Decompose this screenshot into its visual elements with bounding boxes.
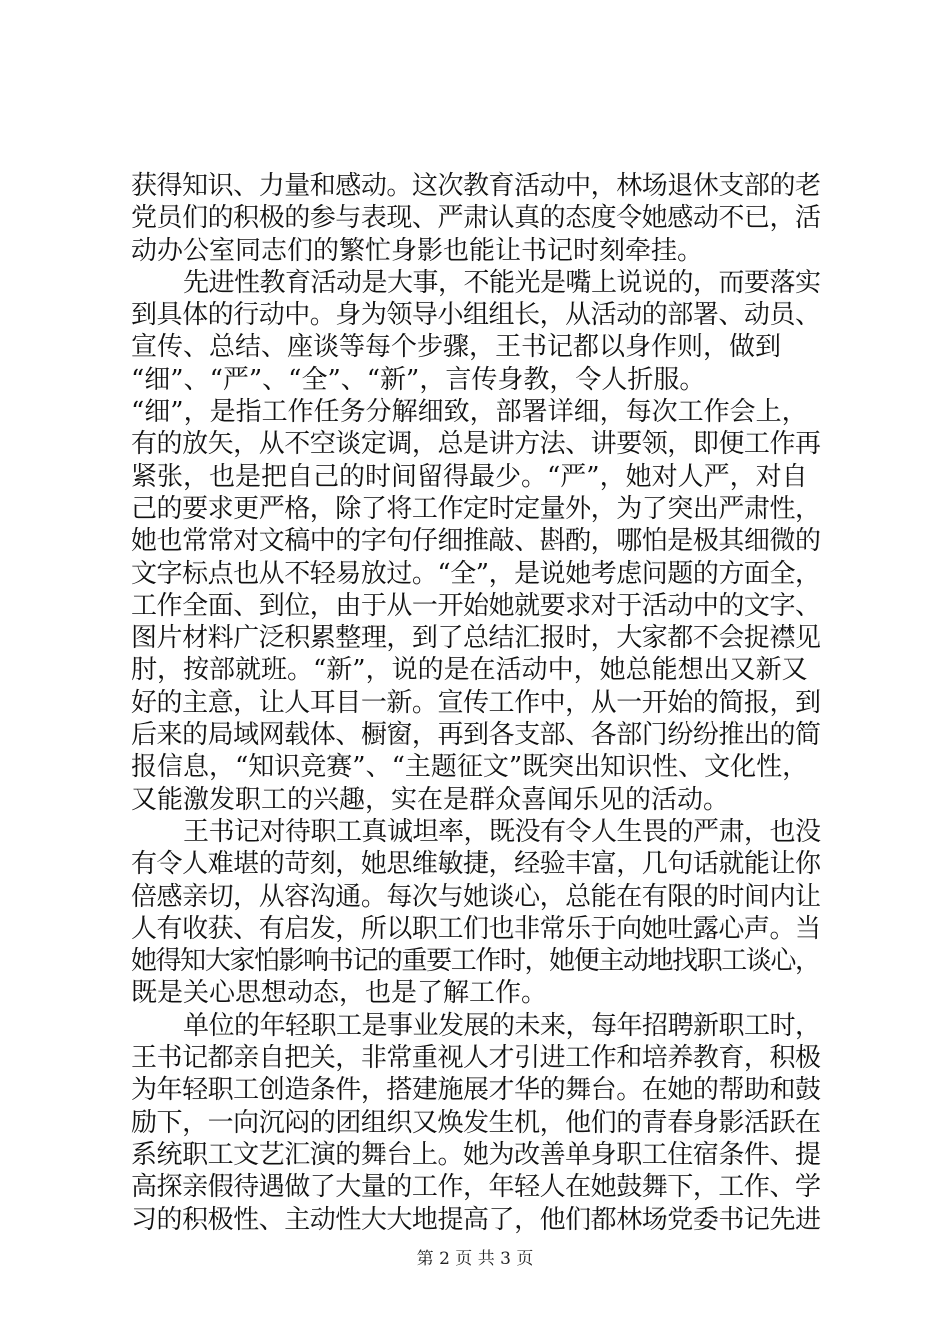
paragraph [131,1010,821,1236]
text-line: 习的积极性、主动性大大地提高了，他们都林场党委书记先进 [131,1204,821,1235]
text-line: 系统职工文艺汇演的舞台上。她为改善单身职工住宿条件、提 [131,1139,821,1170]
text-line: 好的主意，让人耳目一新。宣传工作中，从一开始的简报，到 [131,687,821,718]
text-line: 励下，一向沉闷的团组织又焕发生机，他们的青春身影活跃在 [131,1107,821,1138]
text-line: 肘，按部就班。“新”，说的是在活动中，她总能想出又新又 [131,655,808,686]
text-line: 倍感亲切，从容沟通。每次与她谈心，总能在有限的时间内让 [131,881,821,912]
text-line: 人有收获、有启发，所以职工们也非常乐于向她吐露心声。当 [131,913,821,944]
text-line: 她也常常对文稿中的字句仔细推敲、斟酌，哪怕是极其细微的 [131,526,821,557]
text-line: 王书记对待职工真诚坦率，既没有令人生畏的严肃，也没 [183,816,821,847]
text-line: 工作全面、到位，由于从一开始她就要求对于活动中的文字、 [131,590,821,621]
text-line: “细”、“严”、“全”、“新”，言传身教，令人折服。 [131,364,706,395]
text-line: 先进性教育活动是大事，不能光是嘴上说说的，而要落实 [183,267,821,298]
paragraph [131,170,821,267]
text-line: 己的要求更严格，除了将工作定时定量外，为了突出严肃性， [131,493,821,524]
text-line: 紧张，也是把自己的时间留得最少。“严”，她对人严，对自 [131,461,808,492]
text-line: 动办公室同志们的繁忙身影也能让书记时刻牵挂。 [131,235,704,266]
page-footer: 第 2 页 共 3 页 [416,1249,534,1269]
text-line: 有的放矢，从不空谈定调，总是讲方法、讲要领，即便工作再 [131,429,821,460]
text-line: 后来的局域网载体、橱窗，再到各支部、各部门纷纷推出的简 [131,720,821,751]
paragraph [131,816,821,1010]
text-line: 文字标点也从不轻易放过。“全”，是说她考虑问题的方面全， [131,558,821,589]
text-line: 单位的年轻职工是事业发展的未来，每年招聘新职工时， [183,1010,821,1041]
text-line: 又能激发职工的兴趣，实在是群众喜闻乐见的活动。 [131,784,730,815]
text-line: 王书记都亲自把关，非常重视人才引进工作和培养教育，积极 [131,1043,821,1074]
text-line: 报信息，“知识竞赛”、“主题征文”既突出知识性、文化性， [131,752,809,783]
text-line: 图片材料广泛积累整理，到了总结汇报时，大家都不会捉襟见 [131,623,821,654]
text-line: “细”，是指工作任务分解细致，部署详细，每次工作会上， [131,397,808,428]
body-text [131,170,821,1236]
text-line: 到具体的行动中。身为领导小组组长，从活动的部署、动员、 [131,300,821,331]
text-line: 宣传、总结、座谈等每个步骤，王书记都以身作则，做到 [131,332,782,363]
paragraph [131,267,821,816]
text-line: 她得知大家怕影响书记的重要工作时，她便主动地找职工谈心， [131,946,820,977]
text-line: 高探亲假待遇做了大量的工作，年轻人在她鼓舞下，工作、学 [131,1172,821,1203]
text-line: 既是关心思想动态，也是了解工作。 [131,978,548,1009]
text-line: 有令人难堪的苛刻，她思维敏捷，经验丰富，几句话就能让你 [131,849,821,880]
text-line: 获得知识、力量和感动。这次教育活动中，林场退休支部的老 [131,171,821,201]
text-line: 党员们的积极的参与表现、严肃认真的态度令她感动不已，活 [131,203,821,234]
text-line: 为年轻职工创造条件，搭建施展才华的舞台。在她的帮助和鼓 [131,1075,821,1106]
